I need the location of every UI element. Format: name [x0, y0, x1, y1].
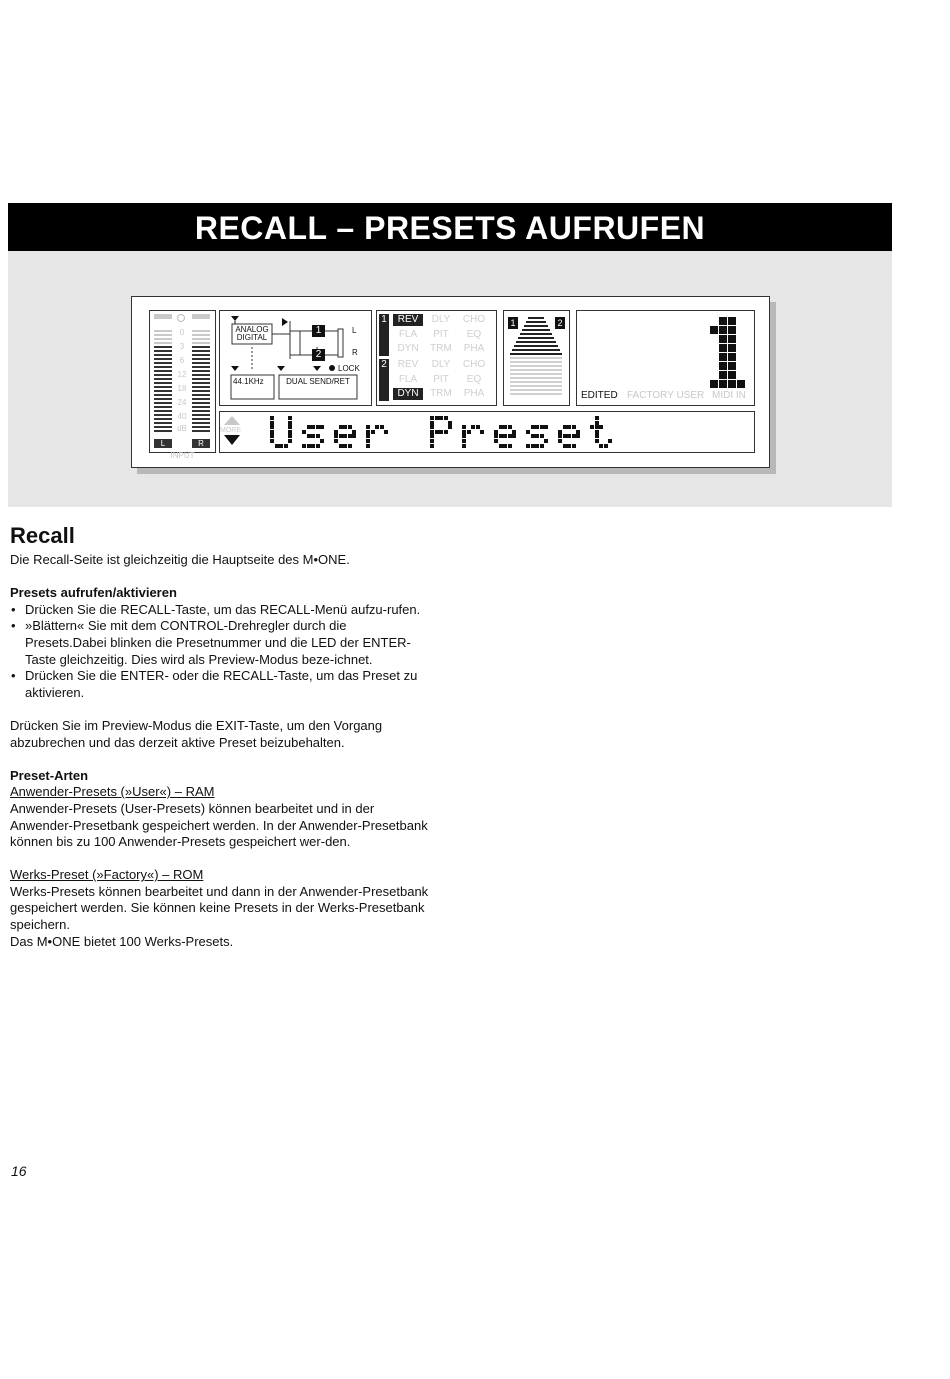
- name-dot: [480, 430, 484, 434]
- engine-level-segment: [510, 381, 562, 383]
- name-dot: [366, 439, 370, 443]
- name-dot: [316, 434, 320, 438]
- meter-segment: [192, 358, 210, 360]
- routing-lock-label: LOCK: [338, 364, 360, 373]
- name-dot: [462, 444, 466, 448]
- meter-segment: [192, 330, 210, 332]
- meter-right-bars: [192, 330, 210, 434]
- engine-level-segment: [510, 385, 562, 387]
- meter-peak-right: [192, 314, 210, 319]
- exit-paragraph: Drücken Sie im Preview-Modus die EXIT-Taste, um den Vorgang abzubrechen und das derzeit aktive Preset beizubehalten.: [10, 717, 383, 750]
- name-dot: [608, 439, 612, 443]
- name-dot: [270, 425, 274, 429]
- name-dot: [275, 444, 279, 448]
- name-dot: [595, 416, 599, 420]
- digit-dot: [728, 317, 736, 325]
- more-label: MORE: [220, 427, 241, 434]
- meter-segment: [154, 410, 172, 412]
- name-dot: [503, 425, 507, 429]
- name-dot: [476, 425, 480, 429]
- digit-dot: [719, 353, 727, 361]
- meter-segment: [154, 394, 172, 396]
- fx-block-1-fla: FLA: [398, 328, 418, 340]
- meter-segment: [154, 374, 172, 376]
- name-dot: [343, 425, 347, 429]
- digit-dot: [719, 326, 727, 334]
- name-dot: [439, 430, 443, 434]
- engine-1-label: 1: [508, 317, 518, 329]
- digit-dot: [728, 344, 736, 352]
- name-dot: [448, 421, 452, 425]
- meter-segment: [192, 362, 210, 364]
- subheading-preset-arten: Preset-Arten: [10, 767, 89, 783]
- name-dot: [462, 434, 466, 438]
- meter-right-label: R: [192, 439, 210, 448]
- routing-bank-1: 1: [312, 325, 325, 337]
- digit-dot: [728, 380, 736, 388]
- routing-out-l: L: [352, 326, 357, 335]
- meter-scale-3: 3: [179, 342, 185, 351]
- routing-digital-label: DIGITAL: [236, 333, 268, 342]
- name-dot: [302, 444, 306, 448]
- name-dot: [531, 444, 535, 448]
- fx-block-2-eq: EQ: [466, 373, 482, 385]
- name-dot: [595, 425, 599, 429]
- meter-segment: [154, 422, 172, 424]
- engine-level-segment: [510, 357, 562, 359]
- name-dot: [503, 444, 507, 448]
- meter-segment: [154, 430, 172, 432]
- name-dot: [572, 444, 576, 448]
- meter-segment: [192, 390, 210, 392]
- section-heading: Recall: [10, 523, 75, 548]
- name-dot: [384, 430, 388, 434]
- name-dot: [540, 444, 544, 448]
- name-dot: [302, 430, 306, 434]
- engine-panel: [503, 310, 570, 406]
- name-dot: [270, 421, 274, 425]
- name-dot: [595, 434, 599, 438]
- lcd-display: [131, 296, 770, 468]
- name-dot: [339, 434, 343, 438]
- name-dot: [435, 416, 439, 420]
- name-dot: [316, 444, 320, 448]
- meter-segment: [154, 350, 172, 352]
- name-dot: [311, 444, 315, 448]
- meter-segment: [192, 430, 210, 432]
- name-dot: [595, 439, 599, 443]
- engine-level-segment: [510, 365, 562, 367]
- name-dot: [526, 444, 530, 448]
- name-dot: [494, 434, 498, 438]
- engine-level-segment: [510, 353, 562, 355]
- meter-segment: [192, 414, 210, 416]
- meter-segment: [192, 406, 210, 408]
- meter-left-bars: [154, 330, 172, 434]
- name-dot: [307, 425, 311, 429]
- name-dot: [444, 430, 448, 434]
- fx-block-1-pha: PHA: [463, 343, 485, 354]
- fx-block-1-pit: PIT: [433, 328, 449, 340]
- meter-segment: [154, 346, 172, 348]
- meter-segment: [192, 366, 210, 368]
- name-dot: [380, 425, 384, 429]
- meter-segment: [154, 406, 172, 408]
- meter-segment: [154, 366, 172, 368]
- name-dot: [288, 421, 292, 425]
- name-dot: [352, 434, 356, 438]
- meter-segment: [154, 378, 172, 380]
- body-text: [10, 552, 430, 950]
- name-dot: [339, 425, 343, 429]
- name-dot: [311, 425, 315, 429]
- meter-segment: [154, 354, 172, 356]
- digit-dot: [728, 371, 736, 379]
- engine-level-segment: [514, 345, 558, 347]
- name-dot: [334, 439, 338, 443]
- engine-level-segment: [522, 329, 550, 331]
- name-dot: [499, 425, 503, 429]
- name-dot: [334, 434, 338, 438]
- meter-scale-6: 6: [179, 356, 185, 365]
- meter-segment: [192, 394, 210, 396]
- name-dot: [494, 439, 498, 443]
- meter-segment: [192, 354, 210, 356]
- name-dot: [508, 444, 512, 448]
- fx-bank-1-number: 1: [379, 314, 389, 356]
- meter-segment: [154, 414, 172, 416]
- name-dot: [334, 430, 338, 434]
- engine-level-segment: [512, 349, 560, 351]
- name-dot: [430, 439, 434, 443]
- name-dot: [558, 430, 562, 434]
- fx-block-2-pha: PHA: [463, 388, 485, 399]
- meter-segment: [192, 338, 210, 340]
- meter-segment: [192, 402, 210, 404]
- name-dot: [375, 425, 379, 429]
- meter-segment: [154, 342, 172, 344]
- fx-block-2-dyn: DYN: [393, 388, 423, 400]
- name-dot: [471, 425, 475, 429]
- factory-presets-count: Das M•ONE bietet 100 Werks-Presets.: [10, 933, 234, 949]
- name-dot: [444, 416, 448, 420]
- name-dot: [599, 444, 603, 448]
- name-dot: [430, 444, 434, 448]
- name-dot: [604, 444, 608, 448]
- factory-presets-text: Werks-Presets können bearbeitet und dann in der Anwender-Presetbank gespeichert werden. Sie können keine Presets in der Werks-Presetbank speichern.: [10, 883, 429, 933]
- digit-dot: [728, 362, 736, 370]
- name-dot: [558, 434, 562, 438]
- name-dot: [462, 430, 466, 434]
- preset-name: [270, 416, 750, 450]
- meter-segment: [192, 386, 210, 388]
- routing-analog-label: ANALOG: [235, 325, 269, 334]
- digit-dot: [719, 380, 727, 388]
- name-dot: [508, 425, 512, 429]
- meter-segment: [154, 334, 172, 336]
- fx-block-2-rev: REV: [397, 359, 419, 370]
- name-dot: [503, 434, 507, 438]
- meter-left-label: L: [154, 439, 172, 448]
- name-dot: [366, 425, 370, 429]
- name-dot: [535, 444, 539, 448]
- name-dot: [307, 444, 311, 448]
- page-number: 16: [11, 1163, 27, 1179]
- name-dot: [288, 416, 292, 420]
- digit-dot: [737, 380, 745, 388]
- name-dot: [590, 425, 594, 429]
- meter-segment: [154, 370, 172, 372]
- name-dot: [366, 444, 370, 448]
- bullet-item-2: • »Blättern« Sie mit dem CONTROL-Drehregler durch die Presets.Dabei blinken die Presetnummer und die LED der ENTER-Taste gleichzeitig. Dies wird als Preview-Modus beze-ichnet.: [10, 618, 430, 668]
- routing-bank-2: 2: [312, 349, 325, 361]
- name-dot: [567, 444, 571, 448]
- fx-block-1-rev: REV: [393, 314, 423, 326]
- meter-segment: [154, 402, 172, 404]
- digit-dot: [728, 326, 736, 334]
- name-dot: [352, 430, 356, 434]
- bullet-item-3: • Drücken Sie die ENTER- oder die RECALL-Taste, um das Preset zu aktivieren.: [10, 668, 430, 701]
- digit-dot: [710, 326, 718, 334]
- fx-block-1-eq: EQ: [466, 328, 482, 340]
- name-dot: [544, 439, 548, 443]
- name-dot: [544, 425, 548, 429]
- fx-block-2-cho: CHO: [462, 359, 486, 370]
- name-dot: [512, 434, 516, 438]
- routing-out-r: R: [352, 348, 358, 357]
- name-dot: [343, 434, 347, 438]
- meter-segment: [154, 330, 172, 332]
- meter-segment: [154, 362, 172, 364]
- name-dot: [339, 444, 343, 448]
- meter-scale-db: dB: [177, 424, 187, 433]
- user-presets-text: Anwender-Presets (User-Presets) können bearbeitet und in der Anwender-Presetbank gespeichert werden. In der Anwender-Presetbank können bis zu 100 Anwender-Presets gespeichert wer-den.: [10, 800, 428, 850]
- meter-scale-12: 12: [177, 370, 187, 379]
- name-dot: [270, 439, 274, 443]
- meter-clip-led: [177, 314, 185, 322]
- name-dot: [288, 434, 292, 438]
- meter-scale: [174, 328, 190, 433]
- meter-segment: [154, 390, 172, 392]
- engine-level-segment: [516, 341, 556, 343]
- name-dot: [430, 425, 434, 429]
- meter-scale-0: 0: [179, 328, 185, 337]
- fx-block-1-trm: TRM: [430, 343, 452, 354]
- fx-block-1-dyn: DYN: [397, 343, 419, 354]
- name-dot: [371, 430, 375, 434]
- meter-segment: [192, 346, 210, 348]
- digit-dot: [719, 317, 727, 325]
- routing-mode: DUAL SEND/RET: [286, 377, 350, 386]
- engine-level-segment: [510, 361, 562, 363]
- name-dot: [288, 425, 292, 429]
- fx-block-2-pit: PIT: [433, 373, 449, 385]
- name-dot: [576, 434, 580, 438]
- meter-segment: [154, 386, 172, 388]
- name-dot: [494, 430, 498, 434]
- name-dot: [535, 425, 539, 429]
- name-dot: [430, 434, 434, 438]
- effect-blocks-panel: [376, 310, 497, 406]
- meter-segment: [154, 426, 172, 428]
- digit-dot: [719, 335, 727, 343]
- name-dot: [567, 434, 571, 438]
- status-factory-user: FACTORY USER: [627, 390, 705, 401]
- name-dot: [288, 430, 292, 434]
- name-dot: [366, 434, 370, 438]
- subheading-presets-aufrufen: Presets aufrufen/aktivieren: [10, 585, 177, 601]
- name-dot: [279, 444, 283, 448]
- name-dot: [535, 434, 539, 438]
- name-dot: [311, 434, 315, 438]
- name-dot: [512, 430, 516, 434]
- engine-level-segment: [510, 389, 562, 391]
- page-title: RECALL – PRESETS AUFRUFEN: [8, 203, 892, 251]
- meter-segment: [192, 422, 210, 424]
- name-dot: [467, 430, 471, 434]
- meter-peak-left: [154, 314, 172, 319]
- meter-segment: [154, 398, 172, 400]
- name-dot: [499, 434, 503, 438]
- name-dot: [430, 430, 434, 434]
- name-dot: [270, 416, 274, 420]
- meter-segment: [192, 342, 210, 344]
- meter-segment: [192, 350, 210, 352]
- name-dot: [563, 425, 567, 429]
- meter-segment: [192, 382, 210, 384]
- name-dot: [499, 444, 503, 448]
- name-dot: [531, 425, 535, 429]
- meter-segment: [192, 378, 210, 380]
- engine-level-segment: [510, 393, 562, 395]
- engine-level-segment: [518, 337, 554, 339]
- engine-level-segment: [524, 325, 548, 327]
- name-dot: [366, 430, 370, 434]
- name-dot: [567, 425, 571, 429]
- intro-paragraph: Die Recall-Seite ist gleichzeitig die Hauptseite des M•ONE.: [10, 552, 350, 567]
- name-dot: [540, 434, 544, 438]
- name-dot: [572, 425, 576, 429]
- meter-segment: [192, 370, 210, 372]
- name-dot: [599, 425, 603, 429]
- engine-level-segment: [520, 333, 552, 335]
- name-dot: [348, 434, 352, 438]
- fx-block-2-dly: DLY: [431, 359, 451, 370]
- meter-segment: [154, 338, 172, 340]
- name-dot: [563, 434, 567, 438]
- digit-dot: [719, 371, 727, 379]
- fx-block-2-fla: FLA: [398, 373, 418, 385]
- meter-scale-24: 24: [177, 398, 187, 407]
- engine-level-segment: [526, 321, 546, 323]
- preset-number-panel: [576, 310, 755, 406]
- fx-block-1-dly: DLY: [431, 314, 451, 325]
- bullet-item-1: • Drücken Sie die RECALL-Taste, um das RECALL-Menü aufzu-rufen.: [10, 602, 430, 619]
- name-dot: [270, 430, 274, 434]
- name-dot: [576, 430, 580, 434]
- sample-rate: 44.1KHz: [233, 377, 264, 386]
- meter-segment: [154, 358, 172, 360]
- meter-segment: [192, 398, 210, 400]
- name-dot: [307, 434, 311, 438]
- name-dot: [462, 425, 466, 429]
- name-dot: [595, 421, 599, 425]
- name-dot: [348, 425, 352, 429]
- meter-scale-18: 18: [177, 384, 187, 393]
- preset-number-digit: [710, 317, 740, 383]
- name-dot: [430, 421, 434, 425]
- name-dot: [320, 425, 324, 429]
- meter-scale-40: 40: [177, 412, 187, 421]
- name-dot: [558, 439, 562, 443]
- preset-name-panel: [219, 411, 755, 453]
- name-dot: [526, 430, 530, 434]
- name-dot: [270, 434, 274, 438]
- meter-segment: [192, 410, 210, 412]
- name-dot: [508, 434, 512, 438]
- name-dot: [316, 425, 320, 429]
- meter-segment: [192, 426, 210, 428]
- name-dot: [563, 444, 567, 448]
- engine-level-segment: [510, 369, 562, 371]
- digit-dot: [719, 362, 727, 370]
- name-dot: [531, 434, 535, 438]
- fx-block-2-trm: TRM: [430, 388, 452, 399]
- status-midi-in: MIDI IN: [712, 390, 746, 401]
- name-dot: [343, 444, 347, 448]
- engine-2-label: 2: [555, 317, 565, 329]
- name-dot: [448, 425, 452, 429]
- status-edited: EDITED: [581, 390, 618, 401]
- routing-panel: [219, 310, 372, 406]
- name-dot: [439, 416, 443, 420]
- meter-input-label: INPUT: [170, 451, 195, 460]
- name-dot: [540, 425, 544, 429]
- digit-dot: [719, 344, 727, 352]
- meter-segment: [154, 382, 172, 384]
- fx-bank-2-number: 2: [379, 359, 389, 401]
- fx-block-1-cho: CHO: [462, 314, 486, 325]
- input-meter-panel: [149, 310, 216, 460]
- meter-segment: [192, 374, 210, 376]
- engine-level-segment: [510, 373, 562, 375]
- name-dot: [572, 434, 576, 438]
- name-dot: [320, 439, 324, 443]
- engine-level-segment: [510, 377, 562, 379]
- name-dot: [595, 430, 599, 434]
- user-presets-heading: Anwender-Presets (»User«) – RAM: [10, 784, 215, 800]
- name-dot: [435, 430, 439, 434]
- meter-segment: [154, 418, 172, 420]
- meter-segment: [192, 334, 210, 336]
- name-dot: [430, 416, 434, 420]
- name-dot: [284, 444, 288, 448]
- engine-level-segment: [528, 317, 544, 319]
- digit-dot: [710, 380, 718, 388]
- name-dot: [288, 439, 292, 443]
- digit-dot: [728, 335, 736, 343]
- factory-presets-heading: Werks-Preset (»Factory«) – ROM: [10, 867, 204, 883]
- name-dot: [462, 439, 466, 443]
- name-dot: [348, 444, 352, 448]
- meter-segment: [192, 418, 210, 420]
- digit-dot: [728, 353, 736, 361]
